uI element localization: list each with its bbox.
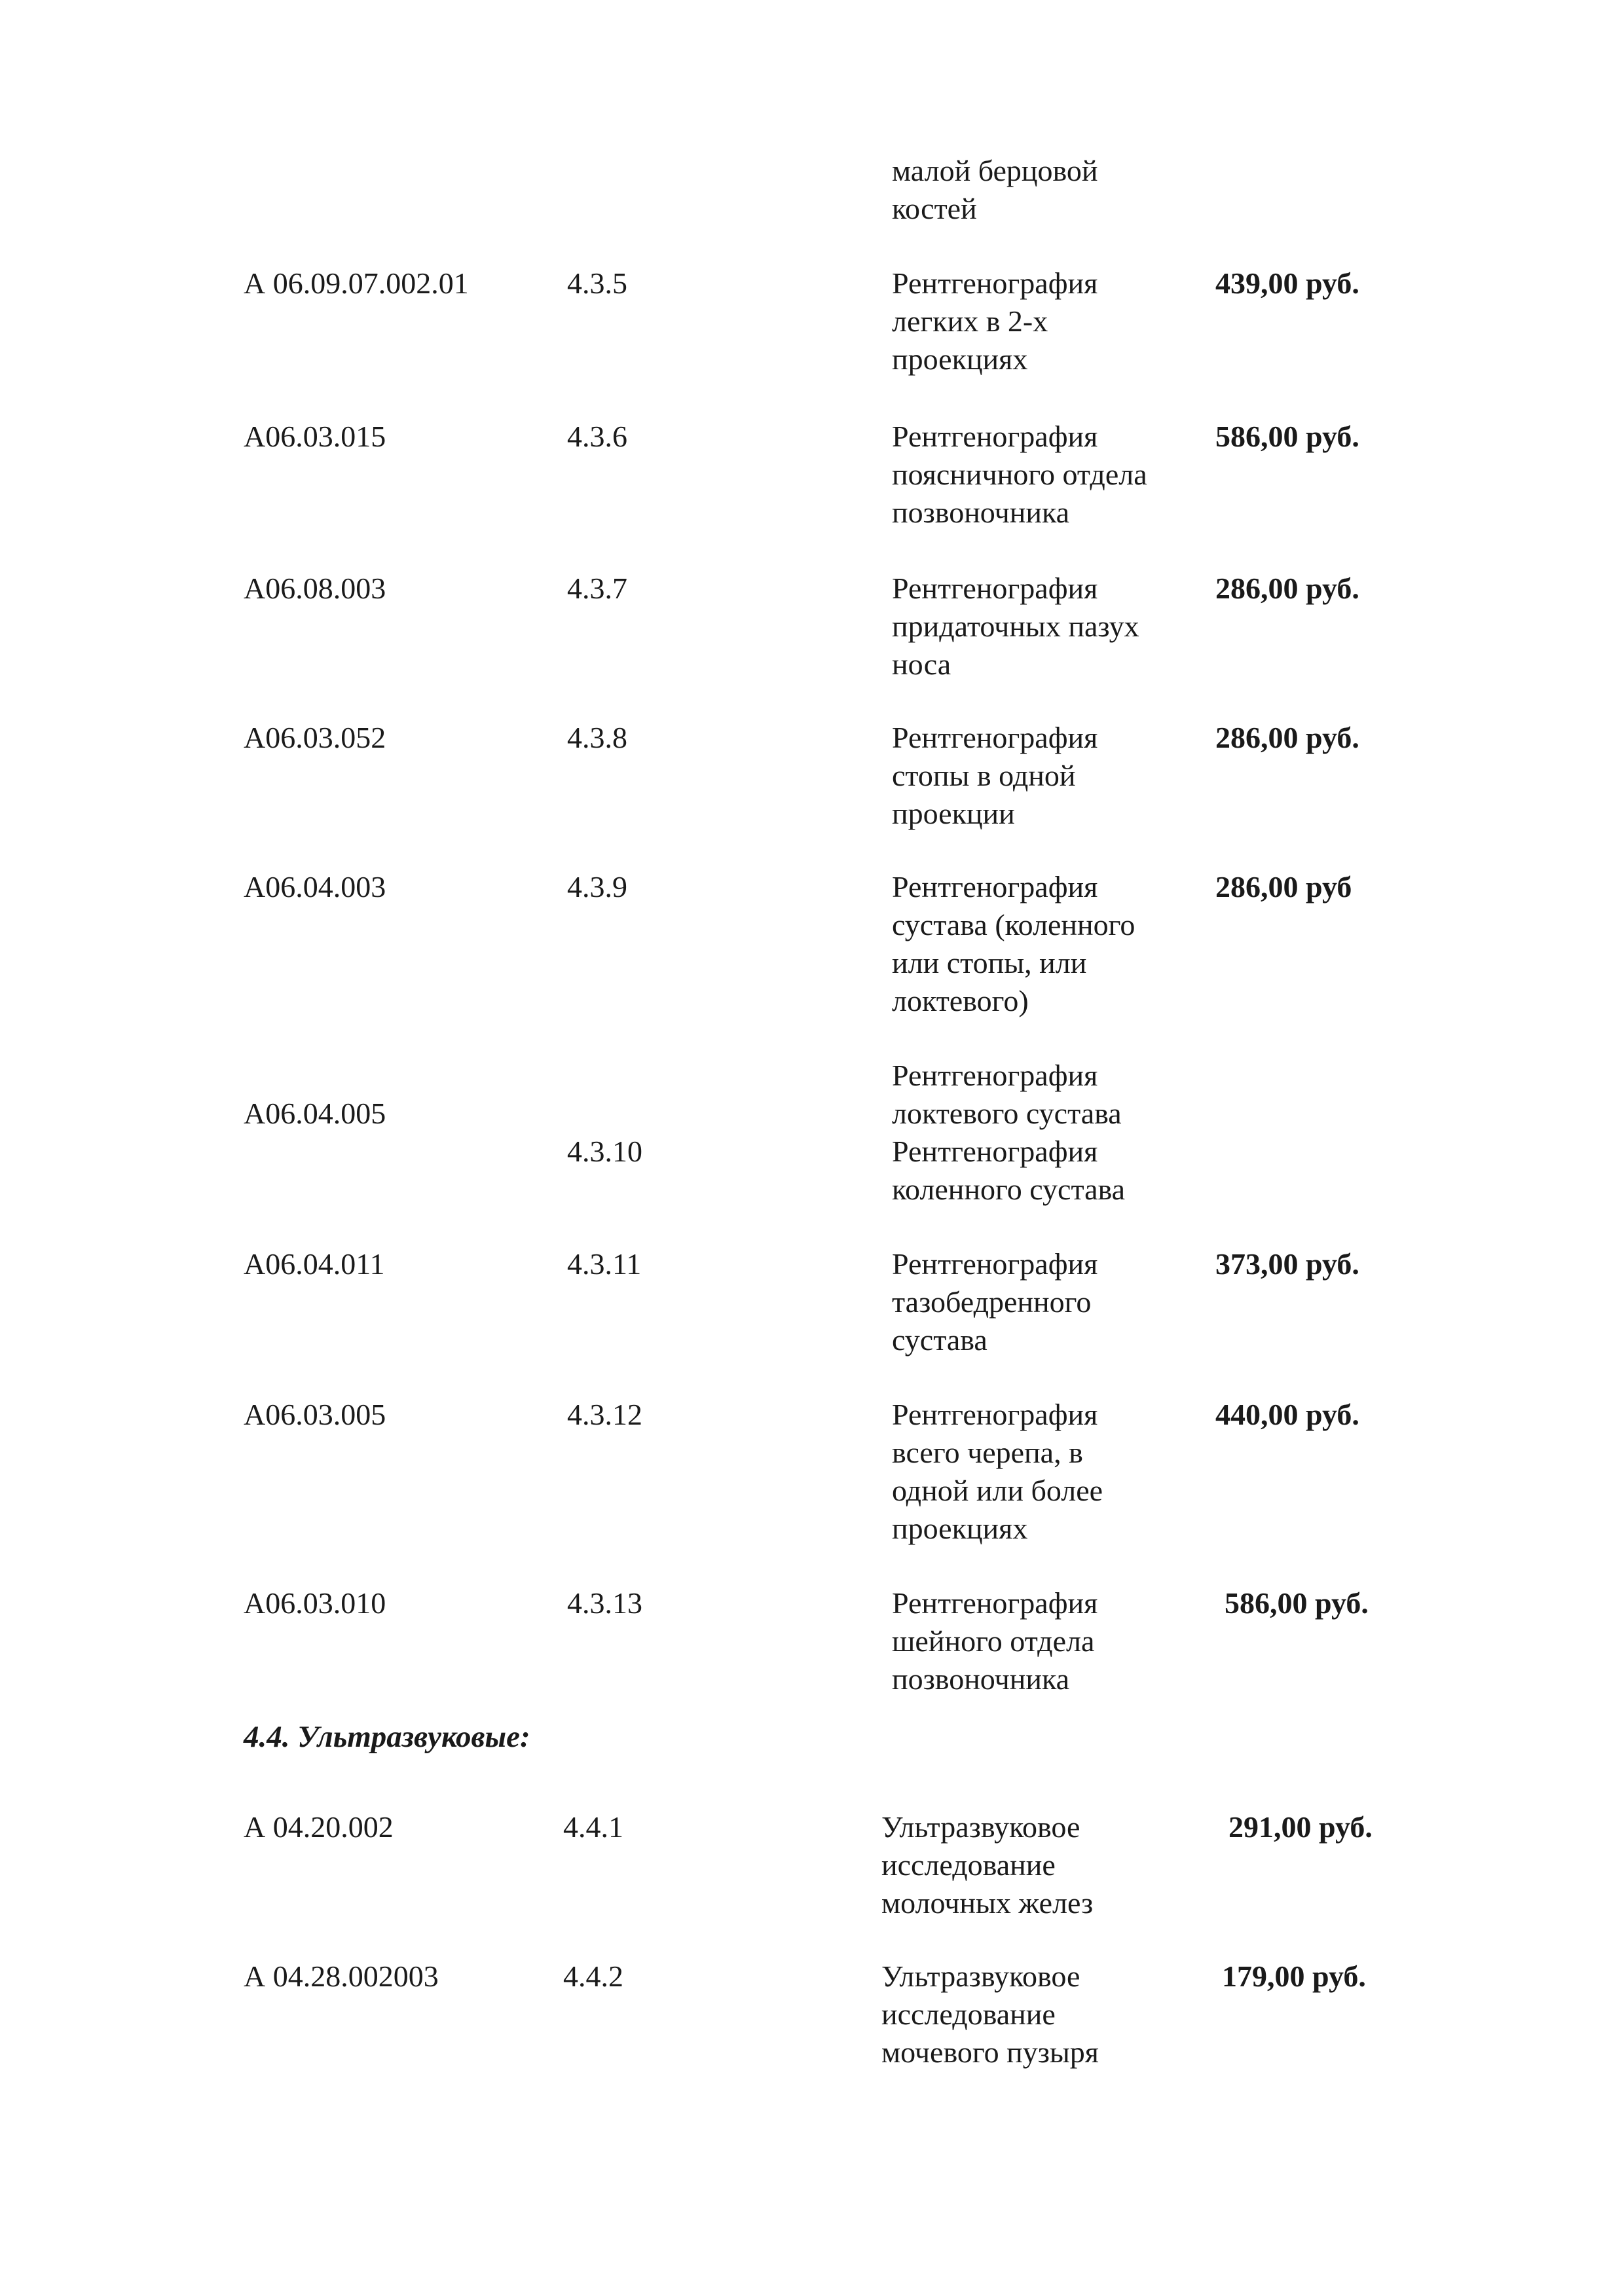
description-line: Ультразвуковое: [881, 1810, 1080, 1844]
description-line: поясничного отдела: [892, 458, 1147, 491]
description-line: коленного сустава: [892, 1173, 1126, 1206]
service-price: 291,00 руб.: [1228, 1810, 1373, 1844]
service-description: [892, 1245, 1098, 1359]
service-code: А06.03.005: [244, 1398, 386, 1431]
description-line: проекциях: [892, 1512, 1028, 1545]
service-description: [881, 1958, 1099, 2071]
description-line: шейного отдела: [892, 1624, 1095, 1658]
item-number: 4.4.1: [563, 1810, 623, 1844]
item-number: 4.3.8: [567, 721, 627, 754]
description-line: сустава: [892, 1323, 987, 1357]
service-description: [892, 264, 1098, 378]
service-description: [881, 1808, 1093, 1922]
description-line: исследование: [881, 1997, 1056, 2031]
description-line: или стопы, или: [892, 946, 1087, 979]
description-line: костей: [892, 192, 977, 225]
description-line: Рентгенография: [892, 572, 1098, 605]
description-line: одной или более: [892, 1474, 1103, 1507]
description-line: стопы в одной: [892, 759, 1076, 792]
item-number: 4.3.11: [567, 1247, 642, 1281]
description-line: сустава (коленного: [892, 908, 1135, 941]
service-description: [892, 719, 1098, 833]
service-price: 286,00 руб.: [1215, 721, 1359, 754]
description-line: проекциях: [892, 342, 1028, 376]
service-description: [892, 1057, 1125, 1209]
service-code: А06.03.052: [244, 721, 386, 754]
service-description: [892, 1584, 1098, 1698]
service-price: 440,00 руб.: [1215, 1398, 1359, 1431]
service-code: А 06.09.07.002.01: [244, 266, 469, 300]
description-line: локтевого): [892, 984, 1029, 1017]
service-price: 286,00 руб.: [1215, 572, 1359, 605]
service-description: [892, 570, 1139, 683]
service-price: 286,00 руб: [1215, 870, 1352, 903]
item-number: 4.3.5: [567, 266, 627, 300]
item-number: 4.3.9: [567, 870, 627, 903]
description-line: мочевого пузыря: [881, 2035, 1099, 2069]
service-price: 439,00 руб.: [1215, 266, 1359, 300]
item-number: 4.3.7: [567, 572, 627, 605]
description-line: локтевого сустава: [892, 1097, 1122, 1130]
description-line: молочных желез: [881, 1886, 1094, 1920]
service-code: А06.04.003: [244, 870, 386, 903]
service-price: 373,00 руб.: [1215, 1247, 1359, 1281]
item-number: 4.3.10: [567, 1135, 642, 1168]
item-number: 4.3.12: [567, 1398, 642, 1431]
description-line: носа: [892, 647, 951, 681]
item-number: 4.3.13: [567, 1586, 642, 1620]
service-code: А06.04.005: [244, 1097, 386, 1130]
description-line: Ультразвуковое: [881, 1959, 1080, 1993]
service-code: А06.03.015: [244, 420, 386, 453]
description-line: тазобедренного: [892, 1285, 1092, 1319]
service-code: А 04.28.002003: [244, 1959, 439, 1993]
description-line: Рентгенография: [892, 266, 1098, 300]
description-line: малой берцовой: [892, 154, 1098, 187]
description-line: Рентгенография: [892, 1135, 1098, 1168]
service-code: А06.08.003: [244, 572, 386, 605]
description-line: всего черепа, в: [892, 1436, 1083, 1469]
service-description: [892, 868, 1135, 1020]
description-line: Рентгенография: [892, 1059, 1098, 1092]
description-line: легких в 2-х: [892, 304, 1048, 338]
service-description: [892, 1396, 1103, 1548]
description-line: придаточных пазух: [892, 610, 1139, 643]
service-price: 586,00 руб.: [1215, 420, 1359, 453]
description-line: позвоночника: [892, 1662, 1070, 1696]
service-code: А 04.20.002: [244, 1810, 394, 1844]
service-price: 179,00 руб.: [1222, 1959, 1366, 1993]
description-line: Рентгенография: [892, 721, 1098, 754]
service-code: А06.03.010: [244, 1586, 386, 1620]
service-description: [892, 418, 1147, 532]
continuation-description: [892, 152, 1098, 228]
description-line: Рентгенография: [892, 1586, 1098, 1620]
service-code: А06.04.011: [244, 1247, 385, 1281]
description-line: позвоночника: [892, 496, 1070, 529]
description-line: проекции: [892, 797, 1015, 830]
description-line: Рентгенография: [892, 1398, 1098, 1431]
description-line: исследование: [881, 1848, 1056, 1882]
description-line: Рентгенография: [892, 870, 1098, 903]
description-line: Рентгенография: [892, 420, 1098, 453]
item-number: 4.3.6: [567, 420, 627, 453]
description-line: Рентгенография: [892, 1247, 1098, 1281]
item-number: 4.4.2: [563, 1959, 623, 1993]
service-price: 586,00 руб.: [1225, 1586, 1369, 1620]
section-heading: 4.4. Ультразвуковые:: [244, 1720, 530, 1754]
